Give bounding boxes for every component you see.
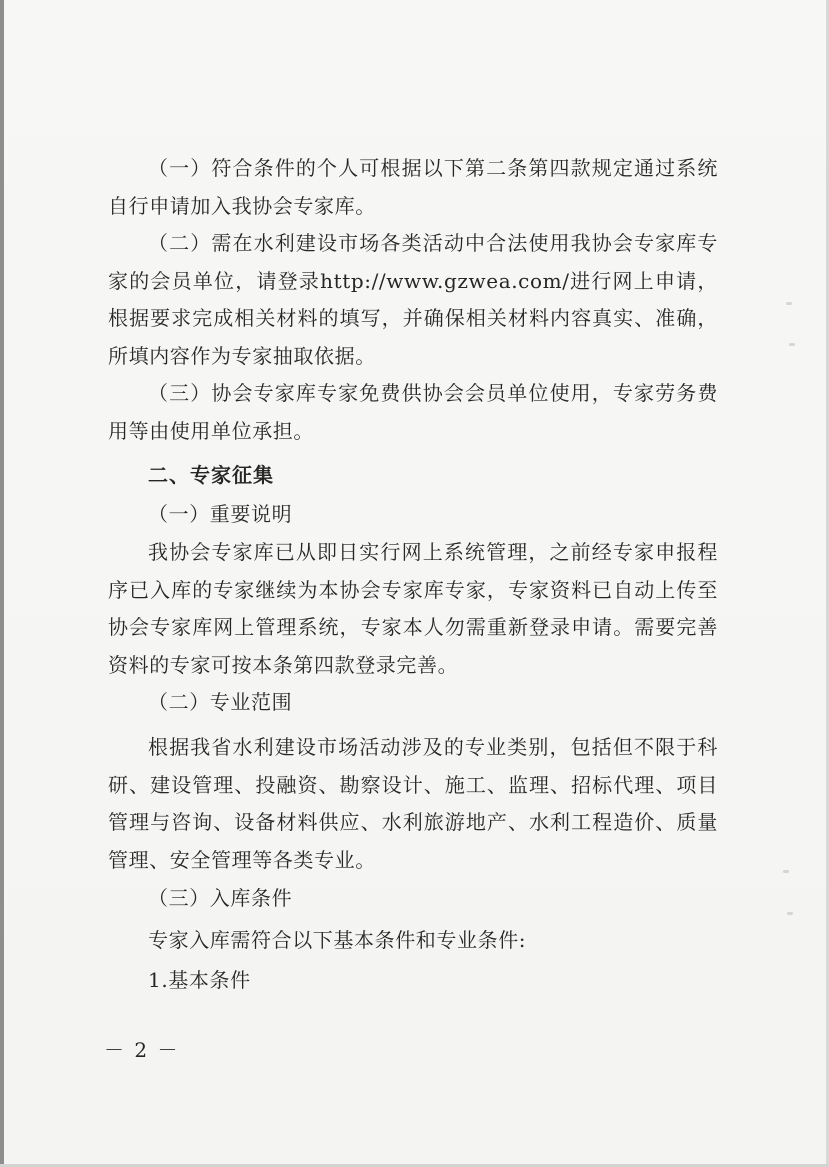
paragraph-free-usage: （三）协会专家库专家免费供协会会员单位使用，专家劳务费用等由使用单位承担。 (108, 381, 718, 443)
subheading-basic-conditions: 1.基本条件 (148, 968, 251, 992)
paragraph-individual-application: （一）符合条件的个人可根据以下第二条第四款规定通过系统自行申请加入我协会专家库。 (108, 156, 718, 218)
paragraph-member-unit-application: （二）需在水利建设市场各类活动中合法使用我协会专家库专家的会员单位，请登录http://www.gzwea.com/进行网上申请，根据要求完成相关材料的填写，并确保相关材料内容真实、准确，所填内容作为专家抽取依据。 (108, 231, 718, 368)
subheading-admission-conditions: （三）入库条件 (148, 886, 293, 910)
scan-speck (783, 870, 789, 873)
scan-edge-left (0, 0, 4, 1167)
scan-speck (787, 912, 793, 915)
subheading-professional-scope: （二）专业范围 (148, 690, 293, 714)
paragraph-admission-requirements: 专家入库需符合以下基本条件和专业条件: (148, 928, 527, 952)
paragraph-professional-categories: 根据我省水利建设市场活动涉及的专业类别，包括但不限于科研、建设管理、投融资、勘察设计、施工、监理、招标代理、项目管理与咨询、设备材料供应、水利旅游地产、水利工程造价、质量管理、安全管理等各类专业。 (108, 735, 718, 872)
subheading-important-notes: （一）重要说明 (148, 502, 293, 526)
scan-speck (789, 343, 795, 346)
page-number: － 2 － (104, 1038, 180, 1062)
paragraph-online-management: 我协会专家库已从即日实行网上系统管理，之前经专家申报程序已入库的专家继续为本协会专家库专家，专家资料已自动上传至协会专家库网上管理系统，专家本人勿需重新登录申请。需要完善资料的专家可按本条第四款登录完善。 (108, 540, 718, 677)
section-heading-expert-recruitment: 二、专家征集 (148, 463, 274, 487)
scan-speck (786, 302, 792, 305)
